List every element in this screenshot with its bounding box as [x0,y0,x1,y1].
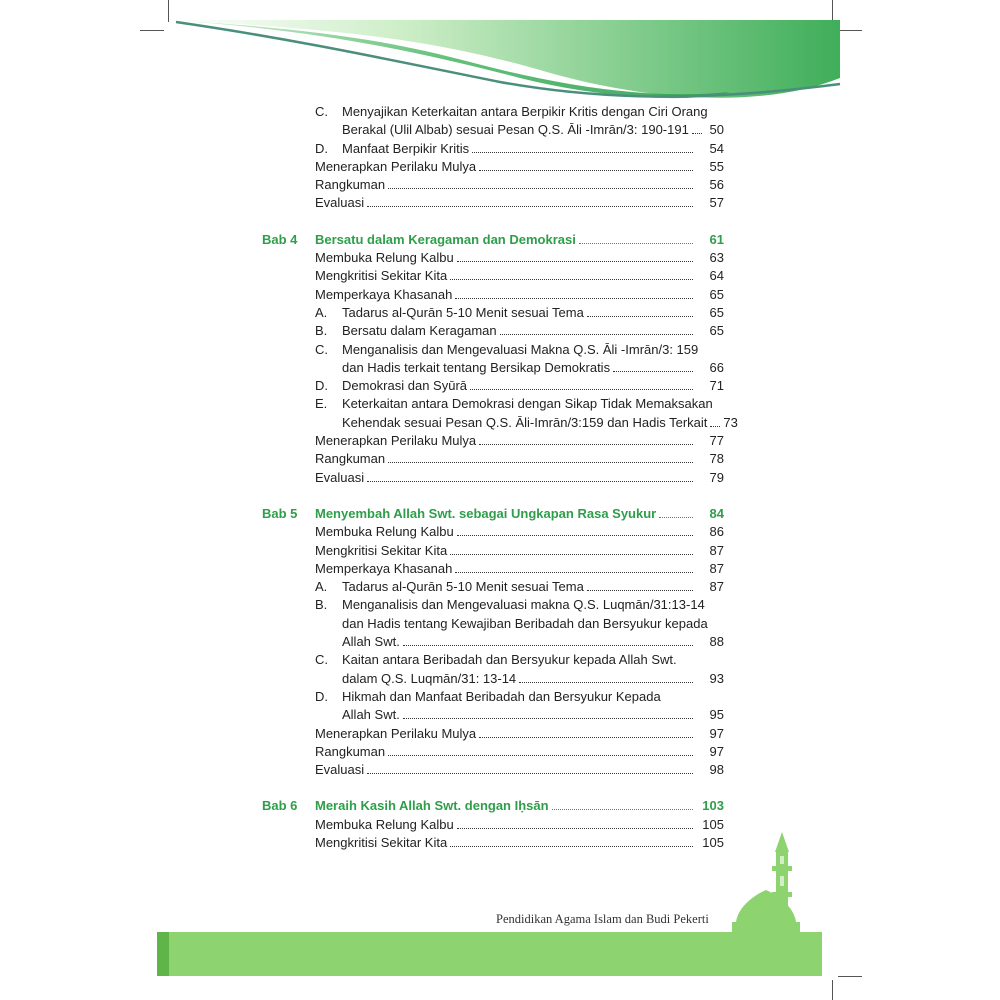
toc-item-row[interactable] [262,377,724,395]
toc-page-number: 97 [709,743,724,759]
leader-dots [579,243,693,244]
entry-title: Menyajikan Keterkaitan antara Berpikir Kritis dengan Ciri Orang [342,104,708,119]
toc-page-number: 98 [709,762,724,778]
leader-dots [552,809,693,810]
entry-title: Keterkaitan antara Demokrasi dengan Sikap Tidak Memaksakan [342,396,713,412]
leader-dots [457,535,693,536]
toc-entry-text [315,523,457,541]
toc-page-number: 95 [709,707,724,723]
toc-entry-text [342,615,724,633]
toc-page-number: 66 [709,359,724,375]
entry-title: Rangkuman [315,451,386,467]
toc-item-row[interactable] [262,414,738,432]
toc-page-number: 50 [709,122,724,138]
toc-entry-text [315,725,479,743]
toc-page-number: 56 [709,177,724,193]
toc-item-row[interactable] [262,651,724,669]
leader-dots [403,645,693,646]
toc-entry-row[interactable] [262,267,724,285]
entry-title: Tadarus al-Qurān 5-10 Menit sesuai Tema [342,579,584,595]
leader-dots [388,755,693,756]
toc-item-row[interactable] [262,706,724,724]
entry-title: Hikmah dan Manfaat Beribadah dan Bersyukur Kepada [342,688,661,704]
toc-page-number: 65 [709,304,724,320]
entry-title: Mengkritisi Sekitar Kita [315,542,448,558]
toc-page-number: 87 [709,560,724,576]
entry-title: Kaitan antara Beribadah dan Bersyukur kepada Allah Swt. [342,652,677,668]
toc-entry-row[interactable] [262,542,724,560]
leader-dots [470,389,693,390]
toc-page-number: 97 [709,725,724,741]
toc-entry-text [315,560,455,578]
toc-entry-text [342,359,613,377]
leader-dots [500,334,693,335]
toc-entry-row[interactable] [262,469,724,487]
toc-entry-row[interactable] [262,176,724,194]
leader-dots [457,828,693,829]
entry-title: Menerapkan Perilaku Mulya [315,158,477,174]
toc-entry-row[interactable] [262,194,724,212]
leader-dots [479,737,693,738]
toc-entry-text [315,377,470,395]
toc-page-number: 86 [709,524,724,540]
toc-item-row[interactable] [262,304,724,322]
entry-letter: B. [315,597,328,613]
leader-dots [479,170,693,171]
toc-entry-text [315,158,479,176]
toc-entry-row[interactable] [262,432,724,450]
entry-title: Berakal (Ulil Albab) sesuai Pesan Q.S. Āli -Imrān/3: 190-191 [342,122,689,138]
chapter-number: Bab 4 [262,231,298,247]
toc-item-row[interactable] [262,670,724,688]
leader-dots [450,279,693,280]
entry-letter: A. [315,304,328,320]
toc-page-number: 84 [709,505,724,521]
section-gap [262,779,724,797]
toc-entry-row[interactable] [262,450,724,468]
leader-dots [692,133,702,134]
leader-dots [367,481,693,482]
entry-title: Menganalisis dan Mengevaluasi makna Q.S. Luqmān/31:13-14 [342,597,705,613]
toc-item-row[interactable] [262,615,724,633]
leader-dots [455,298,693,299]
entry-letter: C. [315,652,328,668]
entry-title: dan Hadis tentang Kewajiban Beribadah dan Bersyukur kepada [342,615,708,631]
leader-dots [367,206,693,207]
mosque-illustration [716,822,822,976]
entry-title: dan Hadis terkait tentang Bersikap Demokratis [342,359,611,375]
header-wave-decoration [0,0,1000,110]
toc-entry-text [315,176,388,194]
entry-title: Membuka Relung Kalbu [315,816,454,832]
toc-entry-row[interactable] [262,761,724,779]
table-of-contents [262,103,738,852]
toc-page-number: 61 [709,231,724,247]
toc-entry-text [342,121,692,139]
leader-dots [587,590,693,591]
toc-page-number: 65 [709,286,724,302]
toc-chapter-row[interactable] [262,231,724,249]
toc-entry-text [315,688,724,706]
entry-title: Kehendak sesuai Pesan Q.S. Āli-Imrān/3:159 dan Hadis Terkait [342,414,708,430]
footer-band-edge [157,932,169,976]
toc-entry-text [315,267,450,285]
toc-item-row[interactable] [262,121,724,139]
entry-title: Evaluasi [315,195,365,211]
toc-page-number: 73 [723,414,738,430]
toc-entry-text [315,249,457,267]
toc-entry-text [315,469,367,487]
crop-mark [838,976,862,977]
toc-entry-text [315,834,450,852]
leader-dots [388,462,693,463]
toc-entry-text [315,743,388,761]
entry-title: Allah Swt. [342,707,400,723]
toc-entry-text [342,670,519,688]
leader-dots [519,682,693,683]
toc-entry-text [342,414,710,432]
toc-page-number: 65 [709,323,724,339]
section-gap [262,213,724,231]
leader-dots [450,554,693,555]
toc-page-number: 87 [709,542,724,558]
entry-title: Manfaat Berpikir Kritis [342,140,470,156]
leader-dots [613,371,693,372]
leader-dots [659,517,693,518]
toc-page-number: 105 [702,834,724,850]
toc-page-number: 87 [709,579,724,595]
toc-item-row[interactable] [262,596,724,614]
entry-letter: C. [315,104,328,119]
entry-letter: A. [315,579,328,595]
entry-title: Allah Swt. [342,634,400,650]
leader-dots [403,718,693,719]
toc-entry-text [315,651,724,669]
leader-dots [710,426,720,427]
entry-title: Menerapkan Perilaku Mulya [315,433,477,449]
toc-item-row[interactable] [262,140,724,158]
toc-entry-text [315,542,450,560]
entry-title: Memperkaya Khasanah [315,560,453,576]
chapter-title: Menyembah Allah Swt. sebagai Ungkapan Rasa Syukur [315,505,657,521]
toc-page-number: 55 [709,158,724,174]
entry-letter: D. [315,378,328,394]
toc-entry-text [315,578,587,596]
entry-title: Menerapkan Perilaku Mulya [315,725,477,741]
toc-chapter-row[interactable] [262,505,724,523]
toc-item-row[interactable] [262,341,724,359]
toc-item-row[interactable] [262,633,724,651]
crop-mark [832,980,833,1000]
entry-title: Evaluasi [315,469,365,485]
toc-item-row[interactable] [262,688,724,706]
toc-item-row[interactable] [262,359,724,377]
toc-entry-text [315,304,587,322]
toc-page-number: 77 [709,433,724,449]
entry-title: Rangkuman [315,743,386,759]
toc-entry-row[interactable] [262,725,724,743]
leader-dots [457,261,693,262]
entry-letter: D. [315,688,328,704]
entry-letter: C. [315,341,328,357]
entry-title: Tadarus al-Qurān 5-10 Menit sesuai Tema [342,304,584,320]
entry-title: Bersatu dalam Keragaman [342,323,497,339]
toc-entry-row[interactable] [262,743,724,761]
toc-page-number: 79 [709,469,724,485]
entry-title: Membuka Relung Kalbu [315,524,454,540]
toc-entry-row[interactable] [262,834,724,852]
entry-letter: B. [315,323,328,339]
toc-page-number: 54 [709,140,724,156]
toc-entry-text [315,322,500,340]
toc-page-number: 57 [709,195,724,211]
chapter-title: Bersatu dalam Keragaman dan Demokrasi [315,231,576,247]
leader-dots [450,846,693,847]
leader-dots [479,444,693,445]
chapter-title: Meraih Kasih Allah Swt. dengan Iḥsān [315,798,549,814]
toc-entry-row[interactable] [262,816,724,834]
toc-entry-text [315,816,457,834]
leader-dots [472,152,693,153]
toc-entry-text [315,596,724,614]
toc-entry-text [342,706,403,724]
leader-dots [388,188,693,189]
entry-title: Rangkuman [315,177,386,193]
toc-entry-text [315,432,479,450]
toc-chapter-row[interactable] [262,797,724,815]
toc-entry-text [342,633,403,651]
toc-entry-row[interactable] [262,523,724,541]
toc-entry-row[interactable] [262,158,724,176]
toc-page-number: 63 [709,250,724,266]
toc-entry-text [262,505,659,523]
chapter-number: Bab 6 [262,798,298,814]
toc-item-row[interactable] [262,578,724,596]
footer-book-title: Pendidikan Agama Islam dan Budi Pekerti [496,912,709,926]
entry-title: Memperkaya Khasanah [315,286,453,302]
chapter-number: Bab 5 [262,505,298,521]
entry-letter: D. [315,140,328,156]
toc-entry-row[interactable] [262,560,724,578]
toc-entry-text [315,286,455,304]
toc-page-number: 78 [709,451,724,467]
toc-item-row[interactable] [262,103,724,121]
entry-title: Evaluasi [315,762,365,778]
leader-dots [367,773,693,774]
entry-title: dalam Q.S. Luqmān/31: 13-14 [342,670,517,686]
entry-title: Menganalisis dan Mengevaluasi Makna Q.S. Āli -Imrān/3: 159 [342,341,699,357]
toc-entry-text [315,341,724,359]
toc-entry-text [315,103,724,121]
entry-title: Mengkritisi Sekitar Kita [315,268,448,284]
leader-dots [455,572,693,573]
entry-title: Membuka Relung Kalbu [315,250,454,266]
toc-page-number: 105 [702,816,724,832]
toc-item-row[interactable] [262,322,724,340]
toc-entry-text [262,231,579,249]
toc-entry-text [315,450,388,468]
toc-entry-text [315,395,724,413]
toc-page-number: 71 [709,378,724,394]
entry-title: Demokrasi dan Syūrā [342,378,467,394]
toc-entry-row[interactable] [262,249,724,267]
toc-entry-row[interactable] [262,286,724,304]
toc-page-number: 93 [709,670,724,686]
toc-page-number: 88 [709,634,724,650]
section-gap [262,487,724,505]
toc-entry-text [315,140,472,158]
toc-entry-text [315,194,367,212]
toc-entry-text [315,761,367,779]
entry-letter: E. [315,396,328,412]
toc-item-row[interactable] [262,395,724,413]
entry-title: Mengkritisi Sekitar Kita [315,834,448,850]
toc-page-number: 103 [702,798,724,814]
toc-page-number: 64 [709,268,724,284]
leader-dots [587,316,693,317]
toc-entry-text [262,797,552,815]
